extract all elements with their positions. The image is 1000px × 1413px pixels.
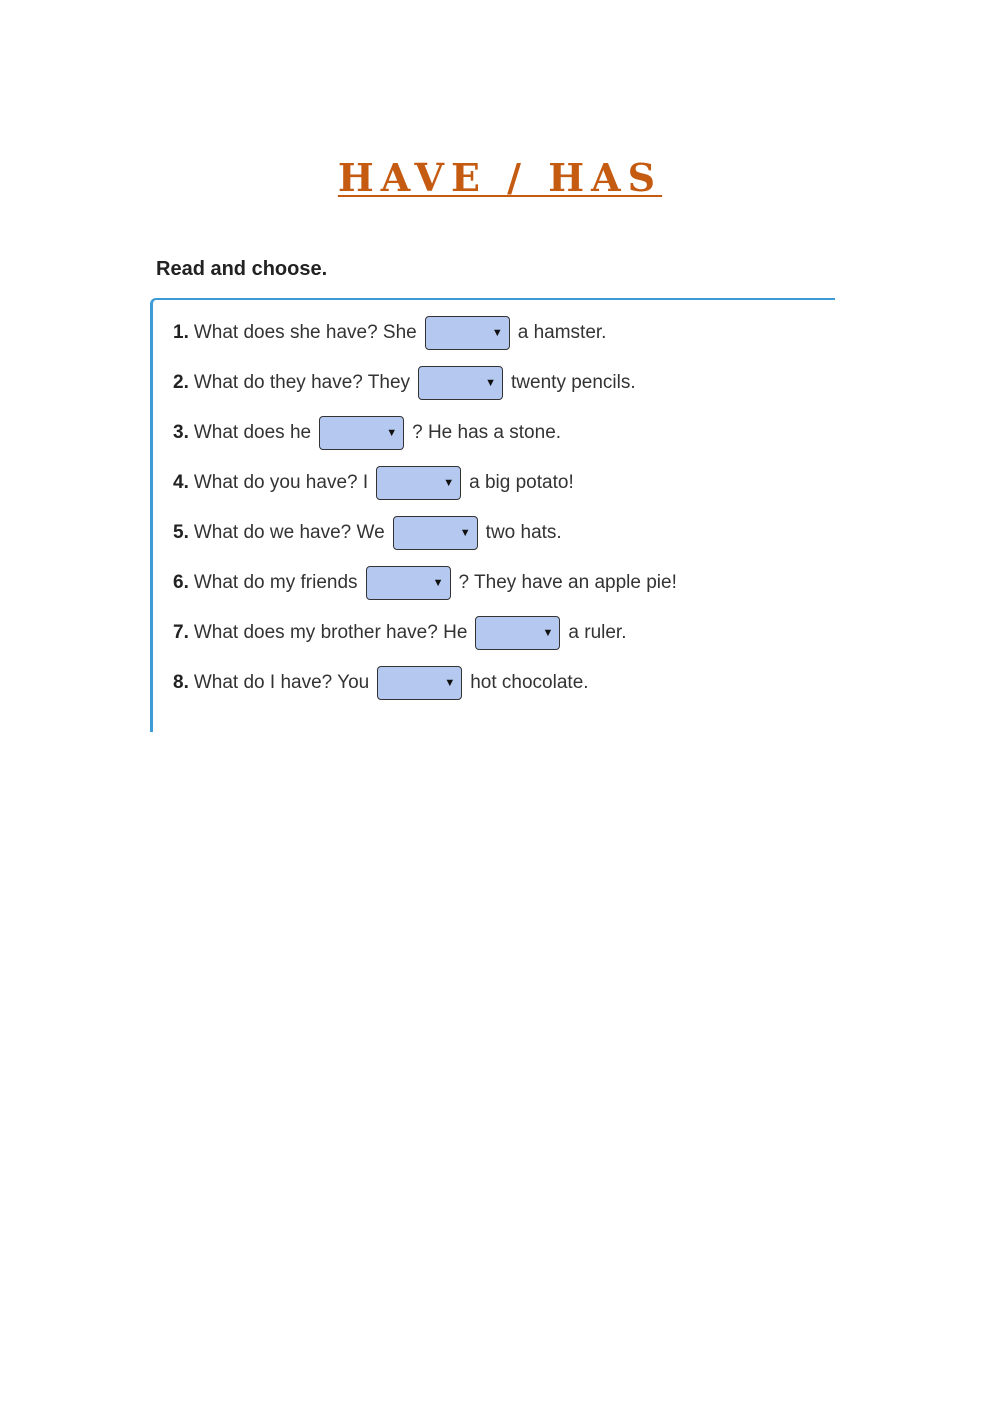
question-4 [173,466,574,500]
question-text-before: What do we have? We [193,522,385,543]
question-text-before: What do you have? I [193,472,369,493]
chevron-down-icon: ▼ [542,627,554,639]
question-text-after: twenty pencils. [511,372,636,393]
question-number: 7. [173,622,189,643]
question-text-before: What do they have? They [193,372,411,393]
chevron-down-icon: ▼ [432,577,444,589]
chevron-down-icon: ▼ [485,377,497,389]
answer-dropdown[interactable] [376,466,461,500]
question-7 [173,616,626,650]
question-text-before: What do I have? You [193,672,370,693]
question-5 [173,516,562,550]
question-number: 1. [173,322,189,343]
question-number: 6. [173,572,189,593]
question-text-before: What does my brother have? He [193,622,468,643]
question-6 [173,566,677,600]
chevron-down-icon: ▼ [443,477,455,489]
worksheet-title: HAVE / HAS [337,155,663,200]
question-2 [173,366,636,400]
answer-dropdown[interactable] [319,416,404,450]
question-text-after: a ruler. [568,622,627,643]
question-text-after: ? They have an apple pie! [458,572,677,593]
question-text-before: What does she have? She [193,322,417,343]
question-text-after: ? He has a stone. [412,422,562,443]
question-text-after: a big potato! [469,472,574,493]
question-number: 8. [173,672,189,693]
answer-dropdown[interactable] [475,616,560,650]
question-number: 4. [173,472,189,493]
question-text-after: two hats. [485,522,562,543]
question-number: 5. [173,522,189,543]
question-text-after: hot chocolate. [470,672,589,693]
question-text-after: a hamster. [517,322,607,343]
answer-dropdown[interactable] [377,666,462,700]
question-text-before: What does he [193,422,312,443]
question-number: 2. [173,372,189,393]
answer-dropdown[interactable] [393,516,478,550]
question-1 [173,316,606,350]
chevron-down-icon: ▼ [459,527,471,539]
question-number: 3. [173,422,189,443]
answer-dropdown[interactable] [418,366,503,400]
exercise-panel [150,298,835,732]
chevron-down-icon: ▼ [444,677,456,689]
answer-dropdown[interactable] [425,316,510,350]
question-text-before: What do my friends [193,572,358,593]
chevron-down-icon: ▼ [491,327,503,339]
chevron-down-icon: ▼ [386,427,398,439]
answer-dropdown[interactable] [366,566,451,600]
instruction-text: Read and choose. [156,258,328,280]
question-8 [173,666,589,700]
question-3 [173,416,561,450]
